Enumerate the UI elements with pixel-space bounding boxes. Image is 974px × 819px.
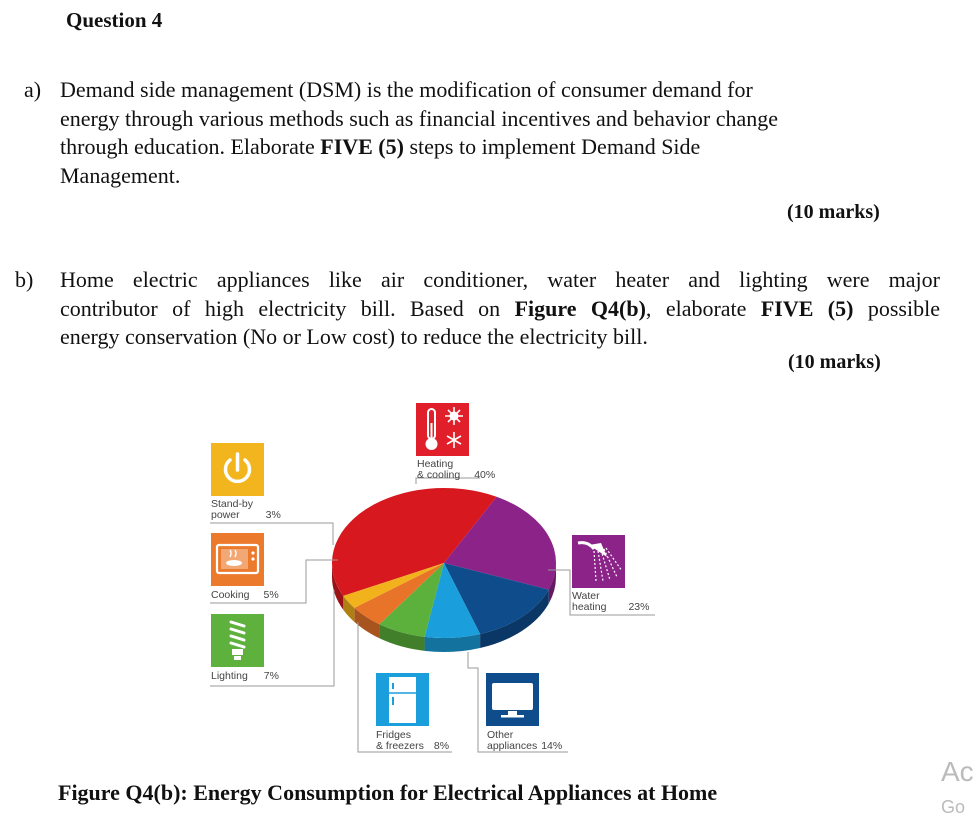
part-b-text: [60, 266, 940, 352]
water-label: Water heating 23%: [572, 590, 650, 613]
leader-lighting: [210, 590, 334, 686]
pie-slice-water-heating: [444, 497, 556, 590]
standby-value: 3%: [265, 509, 281, 521]
leader-water: [548, 570, 655, 615]
pie-slice-lighting: [379, 563, 444, 637]
part-a-label: a): [24, 77, 42, 102]
pie-slice-heating-cooling: [332, 488, 497, 596]
water-value: 23%: [628, 601, 650, 613]
fridges-label: Fridges & freezers 8%: [376, 729, 450, 752]
pie-slice-fridges-freezers: [425, 563, 481, 638]
leader-fridges: [358, 622, 452, 752]
pie-side-other-appliances: [480, 590, 549, 648]
part-b-label: b): [15, 267, 34, 292]
fridges-value: 8%: [433, 740, 450, 752]
question-title: Question 4: [66, 8, 163, 32]
pie-side-fridges-freezers: [425, 634, 481, 652]
other-label: Other appliances 14%: [487, 729, 563, 752]
pie-side-water-heating: [549, 563, 556, 604]
lighting-bulb-icon: [211, 614, 264, 667]
pie-side-cooking: [354, 608, 379, 638]
other-value: 14%: [541, 740, 563, 752]
figure-caption: Figure Q4(b): Energy Consumption for Electrical Appliances at Home: [58, 780, 718, 805]
leader-other: [468, 652, 568, 752]
heating-value: 40%: [474, 469, 496, 481]
leader-cooking: [210, 560, 338, 603]
heating-label: Heating & cooling 40%: [417, 458, 496, 481]
pie-side-heating-cooling: [332, 563, 343, 610]
standby-label: Stand-by power 3%: [211, 498, 281, 521]
watermark-line-2: Go: [941, 797, 966, 817]
pie-side-lighting: [379, 624, 424, 651]
part-a-line-4: Management.: [60, 162, 181, 188]
other-appliances-tv-icon: [486, 673, 539, 726]
part-b-line-2: contributor of high electricity bill. Based on Figure Q4(b), elaborate FIVE (5) possible: [60, 295, 940, 321]
lighting-value: 7%: [263, 670, 279, 682]
leader-heating: [416, 478, 480, 484]
fridge-freezer-icon: [376, 673, 429, 726]
pie-side-stand-by-power: [343, 596, 354, 622]
cooking-value: 5%: [263, 589, 279, 601]
standby-power-icon: [211, 443, 264, 496]
part-a-line-3: through education. Elaborate FIVE (5) steps to implement Demand Side: [60, 134, 701, 159]
part-b-line-3: energy conservation (No or Low cost) to reduce the electricity bill.: [60, 324, 648, 349]
leader-standby: [210, 523, 333, 545]
part-a-marks: (10 marks): [787, 201, 880, 223]
part-b-line-1: Home electric appliances like air conditioner, water heater and lighting were major: [60, 267, 940, 292]
pie-slice-cooking: [354, 563, 444, 624]
pie-slice-other-appliances: [444, 563, 549, 634]
cooking-label: Cooking 5%: [211, 589, 279, 601]
pie-slice-stand-by-power: [343, 563, 444, 608]
cooking-microwave-icon: [211, 533, 264, 586]
part-a-line-2: energy through various methods such as financial incentives and behavior change: [60, 105, 779, 131]
part-a-text: [60, 76, 940, 190]
part-b-marks: (10 marks): [788, 351, 881, 373]
heating-cooling-icon: [416, 403, 469, 456]
watermark-line-1: Ac: [941, 756, 974, 787]
lighting-label: Lighting 7%: [211, 670, 279, 682]
part-a-line-1: Demand side management (DSM) is the modification of consumer demand for: [60, 77, 753, 102]
water-heating-shower-icon: [572, 535, 625, 588]
